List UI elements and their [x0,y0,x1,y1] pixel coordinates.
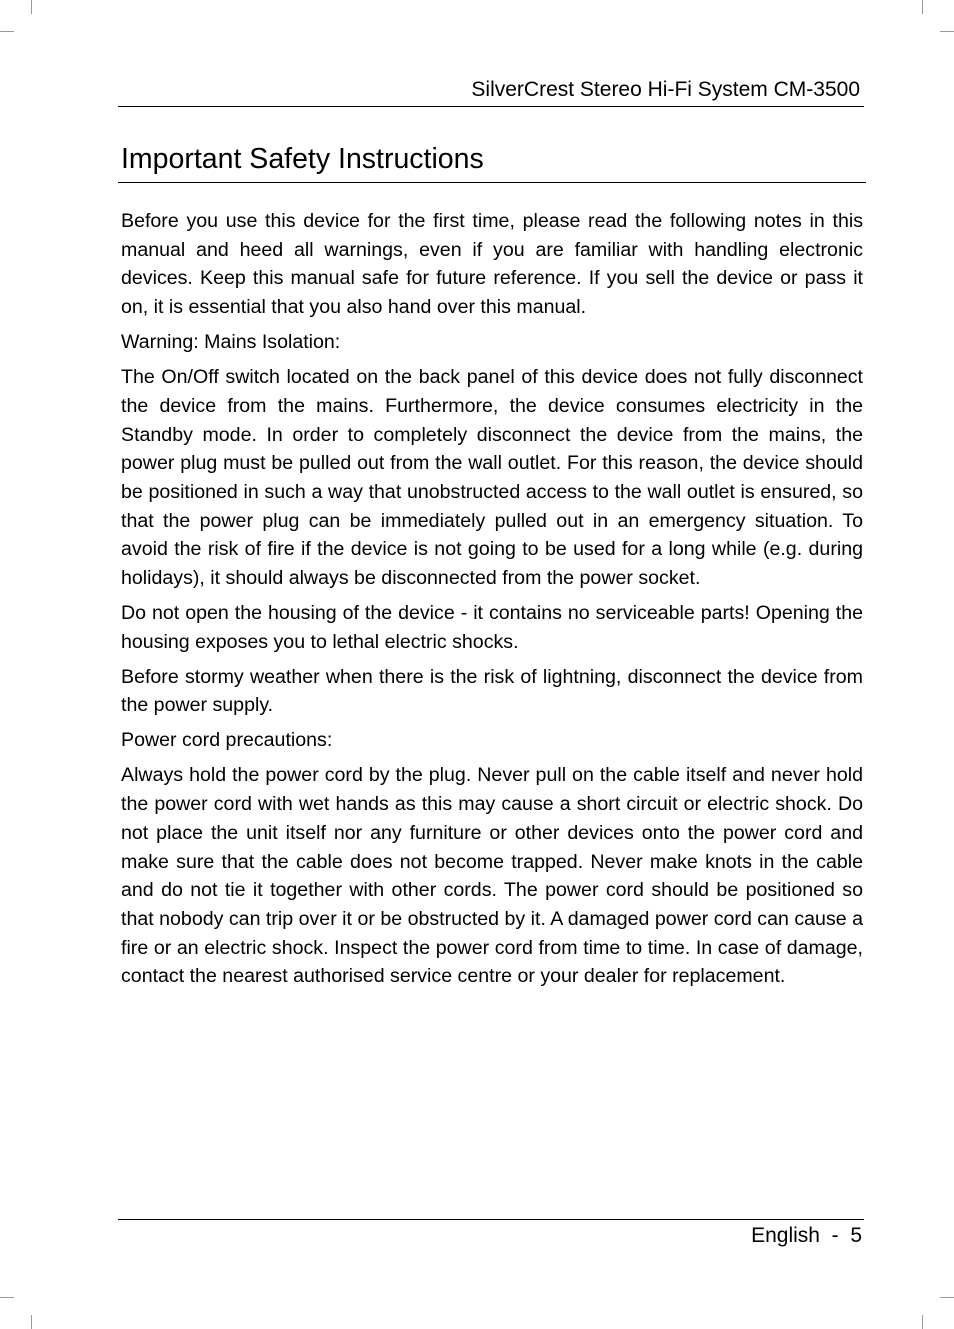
section-title: Important Safety Instructions [121,143,484,175]
header-rule [118,106,864,107]
power-cord-heading: Power cord precautions: [121,729,333,752]
running-footer [118,1222,862,1250]
lightning-paragraph: Before stormy weather when there is the risk of lightning, disconnect the device from the power supply. [121,665,863,717]
intro-paragraph: Before you use this device for the first time, please read the following notes in this manual and heed all warnings, even if you are familiar with handling electronic devices. Keep this manual safe for future reference. If you sell the device or pass it on, it is essential that you also hand over this manual. [121,210,863,319]
footer-language: English [751,1224,820,1247]
crop-mark-top-left [31,0,32,14]
body-text [121,207,863,997]
footer-rule [118,1219,864,1220]
crop-mark-bottom-left [31,1315,32,1329]
crop-mark-bottom-left [0,1297,14,1298]
crop-mark-top-left [0,31,14,32]
page-number: 5 [850,1224,862,1247]
mains-isolation-paragraph: The On/Off switch located on the back panel of this device does not fully disconnect the device from the mains. Furthermore, the device consumes electricity in the Standby mode. In order to completely disconnect the device from the mains, the power plug must be pulled out from the wall outlet. For this reason, the device should be positioned in such a way that unobstructed access to the wall outlet is ensured, so that the power plug can be immediately pulled out in an emergency situation. To avoid the risk of fire if the device is not going to be used for a long while (e.g. during holidays), it should always be disconnected from the power socket. [121,366,863,590]
power-cord-paragraph: Always hold the power cord by the plug. Never pull on the cable itself and never hold the power cord with wet hands as this may cause a short circuit or electric shock. Do not place the unit itself nor any furniture or other devices onto the power cord and make sure that the cable does not become trapped. Never make knots in the cable and do not tie it together with other cords. The power cord should be positioned so that nobody can trip over it or be obstructed by it. A damaged power cord can cause a fire or an electric shock. Inspect the power cord from time to time. In case of damage, contact the nearest authorised service centre or your dealer for replacement. [121,764,863,988]
running-header: SilverCrest Stereo Hi-Fi System CM-3500 [471,78,860,101]
crop-mark-top-right [922,0,923,14]
crop-mark-top-right [940,31,954,32]
crop-mark-bottom-right [940,1297,954,1298]
footer-separator: - [831,1224,839,1247]
mains-isolation-heading: Warning: Mains Isolation: [121,331,341,354]
title-rule [118,182,866,183]
crop-mark-bottom-right [922,1315,923,1329]
housing-warning-paragraph: Do not open the housing of the device - it contains no serviceable parts! Opening the housing exposes you to lethal electric shocks. [121,602,863,653]
